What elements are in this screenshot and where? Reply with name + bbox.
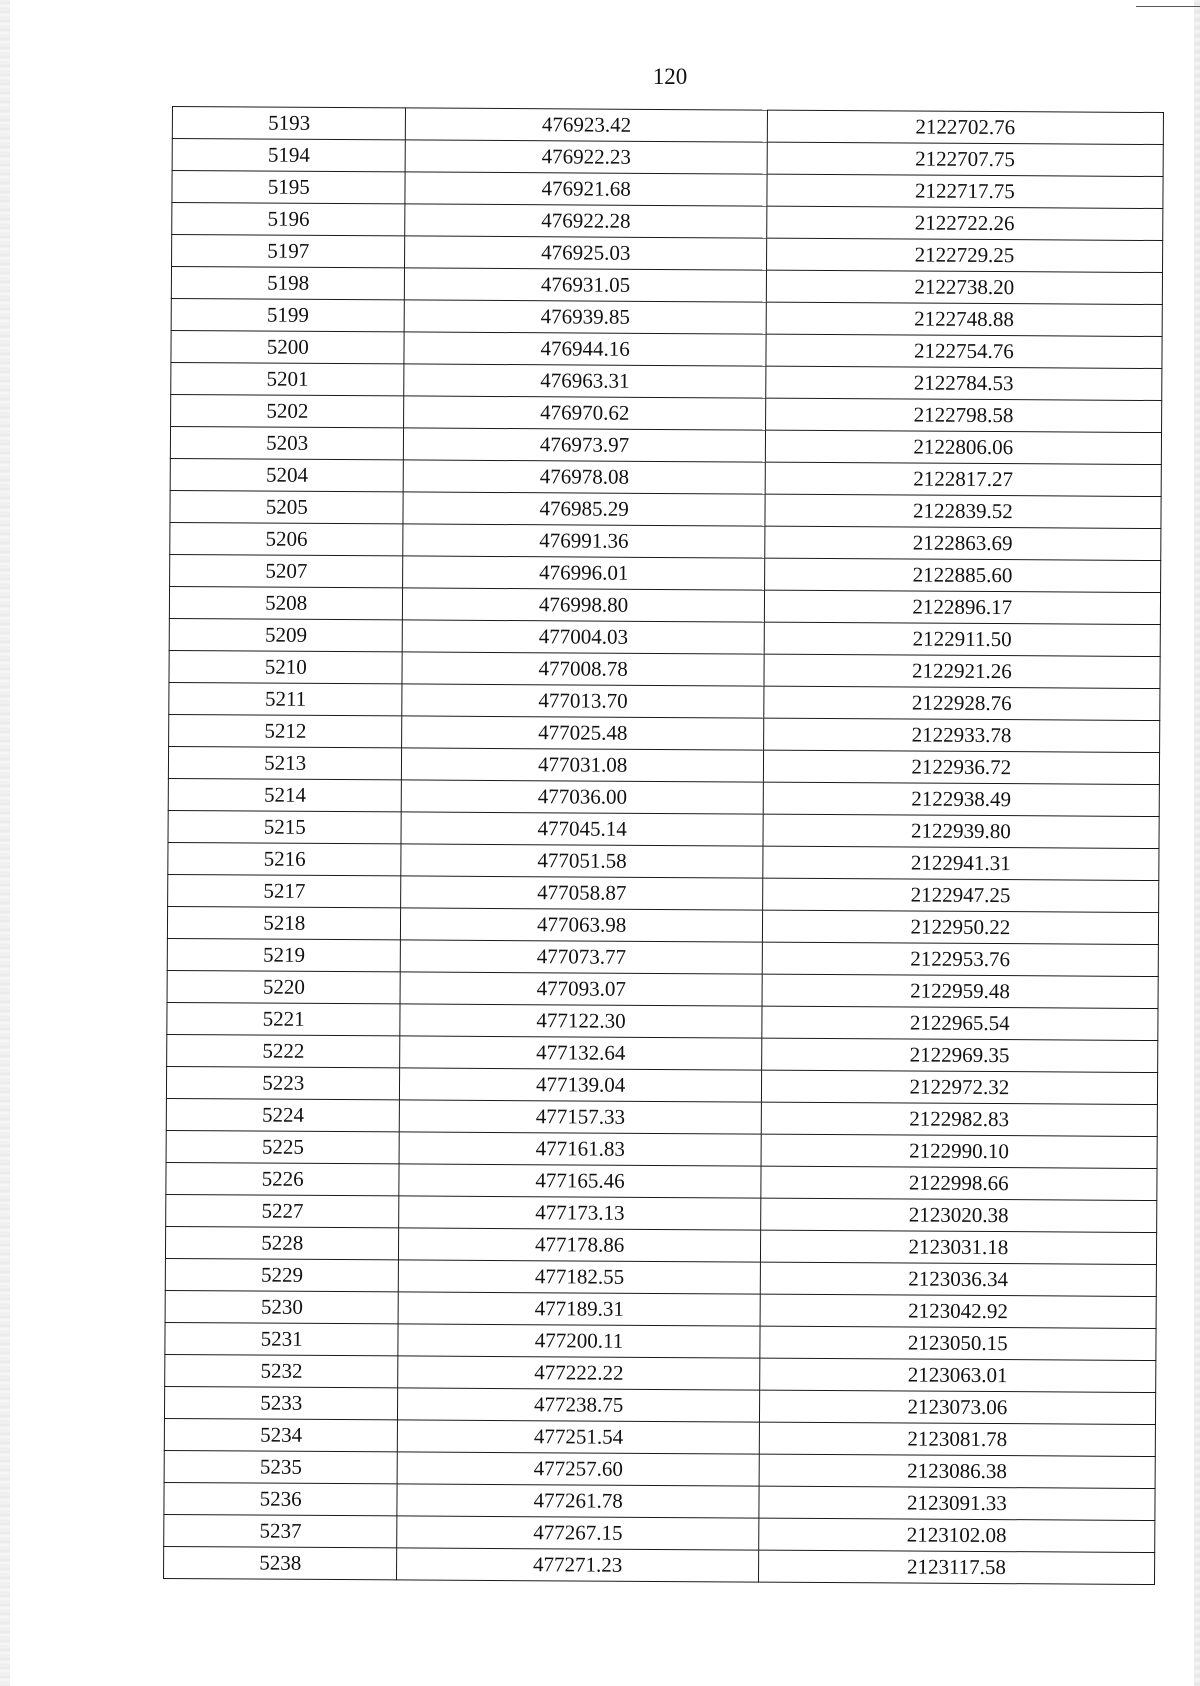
point-number-cell: 5222 (167, 1034, 401, 1067)
point-number-cell: 5228 (165, 1226, 399, 1259)
point-number-cell: 5227 (166, 1194, 400, 1227)
y-coordinate-cell: 2122939.80 (763, 814, 1159, 848)
x-coordinate-cell: 476996.01 (403, 556, 764, 590)
y-coordinate-cell: 2122921.26 (764, 654, 1160, 688)
x-coordinate-cell: 477031.08 (402, 748, 763, 782)
y-coordinate-cell: 2122748.88 (766, 302, 1162, 336)
x-coordinate-cell: 477051.58 (401, 844, 762, 878)
point-number-cell: 5217 (168, 874, 402, 907)
page-number: 120 (652, 64, 688, 89)
point-number-cell: 5205 (170, 490, 404, 523)
x-coordinate-cell: 477013.70 (402, 684, 763, 718)
y-coordinate-cell: 2122839.52 (765, 494, 1161, 528)
x-coordinate-cell: 477063.98 (401, 908, 762, 942)
x-coordinate-cell: 477093.07 (401, 972, 762, 1006)
x-coordinate-cell: 477257.60 (398, 1452, 759, 1486)
point-number-cell: 5213 (168, 746, 402, 779)
point-number-cell: 5206 (170, 522, 404, 555)
point-number-cell: 5203 (170, 426, 404, 459)
x-coordinate-cell: 476998.80 (403, 588, 764, 622)
x-coordinate-cell: 476991.36 (403, 524, 764, 558)
x-coordinate-cell: 477251.54 (398, 1420, 759, 1454)
x-coordinate-cell: 477073.77 (401, 940, 762, 974)
y-coordinate-cell: 2123050.15 (760, 1326, 1156, 1360)
x-coordinate-cell: 477161.83 (400, 1132, 761, 1166)
y-coordinate-cell: 2122950.22 (762, 910, 1158, 944)
x-coordinate-cell: 476925.03 (405, 236, 766, 270)
point-number-cell: 5202 (171, 394, 405, 427)
point-number-cell: 5204 (170, 458, 404, 491)
y-coordinate-cell: 2122969.35 (761, 1038, 1157, 1072)
x-coordinate-cell: 477157.33 (400, 1100, 761, 1134)
x-coordinate-cell: 477222.22 (398, 1356, 759, 1390)
point-number-cell: 5235 (164, 1450, 398, 1483)
y-coordinate-cell: 2122928.76 (764, 686, 1160, 720)
x-coordinate-cell: 477058.87 (401, 876, 762, 910)
point-number-cell: 5215 (168, 810, 402, 843)
y-coordinate-cell: 2122717.75 (767, 174, 1163, 208)
y-coordinate-cell: 2122896.17 (764, 590, 1160, 624)
y-coordinate-cell: 2122947.25 (762, 878, 1158, 912)
y-coordinate-cell: 2122998.66 (761, 1166, 1157, 1200)
y-coordinate-cell: 2122817.27 (765, 462, 1161, 496)
coordinate-table-body (164, 107, 1164, 1585)
y-coordinate-cell: 2123091.33 (759, 1486, 1155, 1520)
point-number-cell: 5233 (164, 1386, 398, 1419)
y-coordinate-cell: 2123081.78 (759, 1422, 1155, 1456)
y-coordinate-cell: 2122798.58 (765, 398, 1161, 432)
y-coordinate-cell: 2123036.34 (760, 1262, 1156, 1296)
x-coordinate-cell: 476931.05 (405, 268, 766, 302)
point-number-cell: 5212 (169, 714, 403, 747)
point-number-cell: 5208 (169, 586, 403, 619)
y-coordinate-cell: 2122933.78 (763, 718, 1159, 752)
x-coordinate-cell: 477189.31 (399, 1292, 760, 1326)
y-coordinate-cell: 2122738.20 (766, 270, 1162, 304)
corner-mark (1136, 0, 1200, 7)
x-coordinate-cell: 477132.64 (400, 1036, 761, 1070)
point-number-cell: 5201 (171, 362, 405, 395)
x-coordinate-cell: 477122.30 (400, 1004, 761, 1038)
x-coordinate-cell: 476923.42 (406, 108, 767, 142)
coordinate-table (163, 106, 1164, 1585)
point-number-cell: 5195 (172, 171, 406, 204)
point-number-cell: 5199 (171, 298, 405, 331)
point-number-cell: 5223 (166, 1066, 400, 1099)
point-number-cell: 5232 (165, 1354, 399, 1387)
point-number-cell: 5229 (165, 1258, 399, 1291)
y-coordinate-cell: 2123102.08 (758, 1518, 1154, 1552)
x-coordinate-cell: 476944.16 (404, 332, 765, 366)
scan-left-edge (0, 0, 10, 1686)
point-number-cell: 5210 (169, 650, 403, 683)
point-number-cell: 5207 (170, 554, 404, 587)
x-coordinate-cell: 477178.86 (399, 1228, 760, 1262)
x-coordinate-cell: 476922.28 (405, 204, 766, 238)
point-number-cell: 5214 (168, 778, 402, 811)
y-coordinate-cell: 2122863.69 (765, 526, 1161, 560)
x-coordinate-cell: 476978.08 (404, 460, 765, 494)
y-coordinate-cell: 2122990.10 (761, 1134, 1157, 1168)
y-coordinate-cell: 2123073.06 (759, 1390, 1155, 1424)
point-number-cell: 5209 (169, 618, 403, 651)
point-number-cell: 5216 (168, 842, 402, 875)
y-coordinate-cell: 2122754.76 (766, 334, 1162, 368)
x-coordinate-cell: 476973.97 (404, 428, 765, 462)
point-number-cell: 5238 (164, 1546, 398, 1579)
x-coordinate-cell: 477200.11 (398, 1324, 759, 1358)
y-coordinate-cell: 2123086.38 (759, 1454, 1155, 1488)
y-coordinate-cell: 2122936.72 (763, 750, 1159, 784)
point-number-cell: 5196 (172, 203, 406, 236)
point-number-cell: 5219 (167, 938, 401, 971)
y-coordinate-cell: 2122941.31 (763, 846, 1159, 880)
scan-right-edge (1194, 0, 1200, 1686)
x-coordinate-cell: 476939.85 (405, 300, 766, 334)
x-coordinate-cell: 476963.31 (404, 364, 765, 398)
x-coordinate-cell: 477182.55 (399, 1260, 760, 1294)
y-coordinate-cell: 2122702.76 (767, 110, 1163, 144)
x-coordinate-cell: 477025.48 (402, 716, 763, 750)
y-coordinate-cell: 2122784.53 (765, 366, 1161, 400)
x-coordinate-cell: 476970.62 (404, 396, 765, 430)
point-number-cell: 5220 (167, 970, 401, 1003)
point-number-cell: 5237 (164, 1514, 398, 1547)
y-coordinate-cell: 2122938.49 (763, 782, 1159, 816)
x-coordinate-cell: 476921.68 (405, 172, 766, 206)
x-coordinate-cell: 476985.29 (403, 492, 764, 526)
point-number-cell: 5236 (164, 1482, 398, 1515)
x-coordinate-cell: 477004.03 (403, 620, 764, 654)
x-coordinate-cell: 477045.14 (401, 812, 762, 846)
y-coordinate-cell: 2123020.38 (760, 1198, 1156, 1232)
point-number-cell: 5226 (166, 1162, 400, 1195)
point-number-cell: 5193 (172, 107, 406, 140)
y-coordinate-cell: 2122982.83 (761, 1102, 1157, 1136)
x-coordinate-cell: 477271.23 (397, 1548, 758, 1582)
point-number-cell: 5230 (165, 1290, 399, 1323)
y-coordinate-cell: 2122911.50 (764, 622, 1160, 656)
x-coordinate-cell: 477267.15 (397, 1516, 758, 1550)
point-number-cell: 5224 (166, 1098, 400, 1131)
y-coordinate-cell: 2123063.01 (759, 1358, 1155, 1392)
point-number-cell: 5231 (165, 1322, 399, 1355)
y-coordinate-cell: 2123117.58 (758, 1550, 1154, 1584)
y-coordinate-cell: 2123031.18 (760, 1230, 1156, 1264)
y-coordinate-cell: 2122959.48 (762, 974, 1158, 1008)
x-coordinate-cell: 477165.46 (399, 1164, 760, 1198)
x-coordinate-cell: 477173.13 (399, 1196, 760, 1230)
y-coordinate-cell: 2123042.92 (760, 1294, 1156, 1328)
y-coordinate-cell: 2122722.26 (766, 206, 1162, 240)
y-coordinate-cell: 2122806.06 (765, 430, 1161, 464)
point-number-cell: 5194 (172, 139, 406, 172)
point-number-cell: 5200 (171, 330, 405, 363)
x-coordinate-cell: 477139.04 (400, 1068, 761, 1102)
x-coordinate-cell: 477036.00 (402, 780, 763, 814)
y-coordinate-cell: 2122707.75 (767, 142, 1163, 176)
y-coordinate-cell: 2122729.25 (766, 238, 1162, 272)
x-coordinate-cell: 477008.78 (402, 652, 763, 686)
point-number-cell: 5218 (167, 906, 401, 939)
y-coordinate-cell: 2122953.76 (762, 942, 1158, 976)
point-number-cell: 5221 (167, 1002, 401, 1035)
y-coordinate-cell: 2122885.60 (764, 558, 1160, 592)
point-number-cell: 5234 (164, 1418, 398, 1451)
point-number-cell: 5198 (171, 267, 405, 300)
table-row (164, 1546, 1155, 1584)
y-coordinate-cell: 2122972.32 (761, 1070, 1157, 1104)
x-coordinate-cell: 476922.23 (406, 140, 767, 174)
point-number-cell: 5225 (166, 1130, 400, 1163)
point-number-cell: 5197 (172, 235, 406, 268)
x-coordinate-cell: 477238.75 (398, 1388, 759, 1422)
x-coordinate-cell: 477261.78 (397, 1484, 758, 1518)
point-number-cell: 5211 (169, 682, 403, 715)
y-coordinate-cell: 2122965.54 (762, 1006, 1158, 1040)
